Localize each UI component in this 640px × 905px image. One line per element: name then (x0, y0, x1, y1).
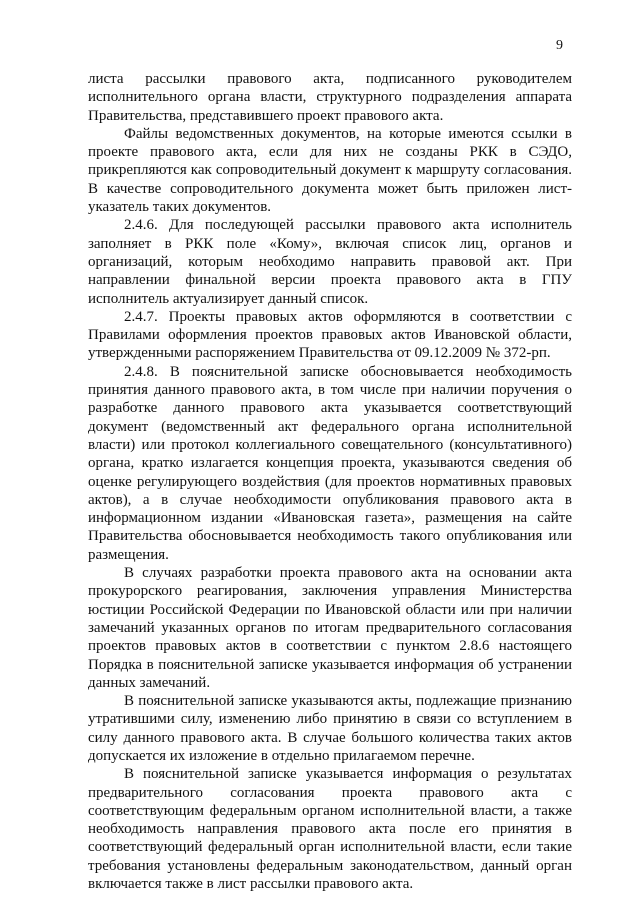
paragraph-2-4-7: 2.4.7. Проекты правовых актов оформляются в соответствии с Правилами оформления проектов правовых актов Ивановской области, утвержденными распоряжением Правительства от 09.12.2009 № 372-рп. (88, 308, 572, 362)
paragraph-attachments: Файлы ведомственных документов, на которые имеются ссылки в проекте правового акта, если для них не созданы РКК в СЭДО, прикрепляются как сопроводительный документ к маршруту согласования. В качестве сопроводительного документа может быть приложен лист-указатель таких документов. (88, 125, 572, 216)
paragraph-repealed-acts: В пояснительной записке указываются акты, подлежащие признанию утратившими силу, изменению либо принятию в связи со вступлением в силу данного правового акта. В случае большого количества таких актов допускается их изложение в отдельно прилагаемом перечне. (88, 693, 572, 764)
page-number: 9 (556, 38, 563, 53)
paragraph-prosecutor-remarks: В случаях разработки проекта правового акта на основании акта прокурорского реагирования, заключения управления Министерства юстиции Российской Федерации по Ивановской области или при наличии замечаний указанных органов по итогам предварительного согласования проектов правовых актов в соответствии с пунктом 2.8.6 настоящего Порядка в пояснительной записке указывается информация об устранении данных замечаний. (88, 565, 572, 691)
paragraph-2-4-6: 2.4.6. Для последующей рассылки правового акта исполнитель заполняет в РКК поле «Кому», включая список лиц, органов и организаций, которым необходимо направить правовой акт. При направлении финальной версии проекта правового акта в ГПУ исполнитель актуализирует данный список. (88, 217, 572, 307)
paragraph-2-4-8: 2.4.8. В пояснительной записке обосновывается необходимость принятия данного правового акта, в том числе при наличии поручения о разработке данного правового акта указывается соответствующий документ (ведомственный акт федерального органа исполнительной власти) или протокол коллегиального совещательного (консультативного) органа, кратко излагается концепция проекта, указываются сведения об оценке регулирующего воздействия (для проектов нормативных правовых актов), а в случае необходимости опубликования правового акта в информационном издании «Ивановская газета», размещения на сайте Правительства обосновывается необходимость такого опубликования или размещения. (88, 363, 572, 563)
paragraph-continuation: листа рассылки правового акта, подписанного руководителем исполнительного органа власти, структурного подразделения аппарата Правительства, представившего проект правового акта. (88, 71, 572, 124)
document-body (88, 70, 572, 893)
paragraph-federal-approval: В пояснительной записке указывается информация о результатах предварительного согласования проекта правового акта с соответствующим федеральным органом исполнительной власти, а также необходимость направления правового акта после его принятия в соответствующий федеральный орган исполнительной власти, если такие требования установлены федеральным законодательством, данный орган включается также в лист рассылки правового акта. (88, 766, 572, 893)
